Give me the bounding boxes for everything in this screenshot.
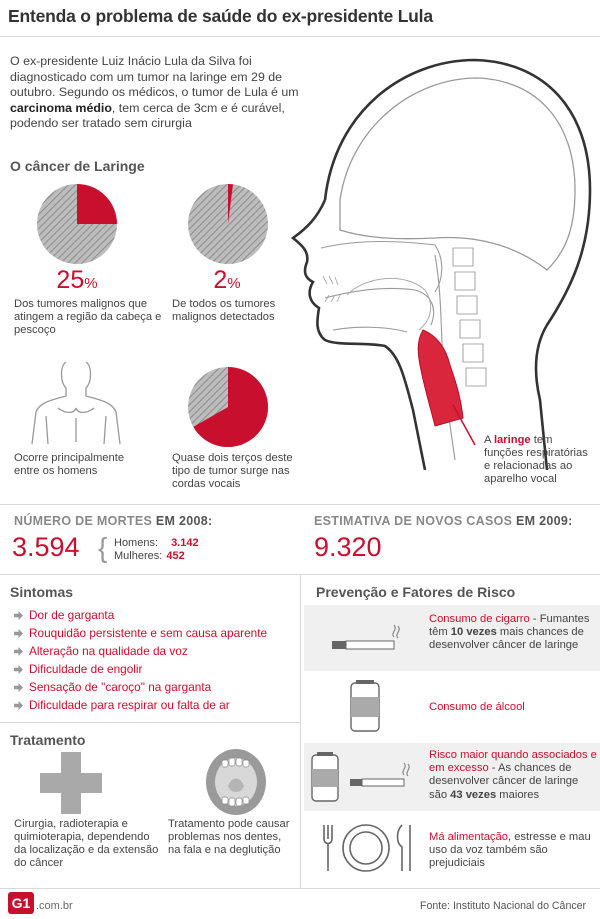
cigarette-icon [332,623,402,653]
larynx-label-rest: tem funções respiratórias e relacionadas ao aparelho vocal [484,434,588,485]
can-and-cigarette-icon [310,749,420,805]
symptom-item [14,662,142,676]
symptom-item [14,608,114,622]
pie-chart-vocal-cords [186,365,270,449]
arrow-right-icon [14,647,23,656]
deaths-breakdown [114,537,199,563]
deaths-total: 3.594 [12,532,80,562]
beer-can-icon [350,679,380,733]
risk-text-combined [429,749,599,802]
estimate-heading-year: EM 2009: [516,514,573,528]
pie-chart-head-neck [35,182,119,266]
medical-cross-icon [40,752,102,814]
risk-row-alcohol [304,673,600,741]
arrow-right-icon [14,683,23,692]
risk-row-diet [304,813,600,881]
open-mouth-icon [200,746,272,818]
risk-cigarette-text-a: - Fumantes têm [429,613,590,639]
pie1-value-slice [77,184,117,224]
vertical-divider [300,574,301,888]
treatment-caption-2: Tratamento pode causar problemas nos dentes, na fala e na deglutição [168,818,290,856]
stat-25-unit: % [84,275,98,292]
larynx-label-keyword: laringe [493,434,531,446]
treatment-divider [0,722,300,723]
male-caption: Ocorre principalmente entre os homens [14,452,125,477]
brace-icon: { [98,532,108,563]
stat-2-unit: % [227,275,241,292]
risk-row-combined [304,743,600,811]
arrow-right-icon [14,665,23,674]
arrow-right-icon [14,629,23,638]
women-label: Mulheres: [114,550,163,562]
g1-logo-text: G1 [11,895,31,911]
risk-cigarette-text-b: mais chances de desenvolver câncer de laringe [429,626,584,652]
stat-2-caption: De todos os tumores malignos detectados [172,298,276,323]
symptom-text: Dificuldade para respirar ou falta de ar [29,698,230,712]
risk-combined-text-a: - As chances de desenvolver câncer de laringe são [429,762,579,801]
risk-text-cigarette [429,613,597,653]
symptom-text: Dificuldade de engolir [29,662,143,676]
stat-25-number: 25 [56,266,85,294]
larynx-label-pre: A [484,434,494,446]
symptom-item [14,680,211,694]
stat-2-value [152,266,302,295]
stat-25-caption: Dos tumores malignos que atingem a região da cabeça e pescoço [14,298,162,336]
title-divider [0,36,600,37]
deaths-heading-text: NÚMERO DE MORTES [14,514,153,528]
risk-row-cigarette [304,605,600,671]
plate-cutlery-icon [318,819,414,875]
risk-alcohol-label: Consumo de álcool [429,701,525,713]
prevention-title: Prevenção e Fatores de Risco [316,584,516,600]
cancer-section-title: O câncer de Laringe [10,158,145,174]
deaths-women-row [114,550,199,563]
symptom-item [14,644,188,658]
symptoms-title: Sintomas [10,584,74,600]
estimate-heading [314,514,573,528]
symptom-item [14,626,267,640]
symptoms-list [14,608,294,718]
symptom-item [14,698,230,712]
treatment-caption-1: Cirurgia, radioterapia e quimioterapia, dependendo da localização e da extensão do câncer [14,818,159,869]
risk-cigarette-label: Consumo de cigarro [429,613,530,625]
symptom-text: Alteração na qualidade da voz [29,644,188,658]
symptom-text: Sensação de "caroço" na garganta [29,680,212,694]
intro-paragraph [10,54,310,132]
deaths-men-row [114,537,199,550]
stats-divider [0,504,600,505]
head-anatomy-illustration [285,40,600,470]
risk-text-alcohol [429,701,525,714]
risk-combined-bold: 43 vezes [450,788,497,801]
footer-domain: .com.br [36,900,73,912]
estimate-heading-text: ESTIMATIVA DE NOVOS CASOS [314,514,513,528]
symptom-text: Dor de garganta [29,608,115,622]
arrow-right-icon [14,611,23,620]
men-label: Homens: [114,537,159,549]
deaths-heading-year: EM 2008: [155,514,213,528]
intro-text-1: O ex-presidente Luiz Inácio Lula da Silva foi diagnosticado com um tumor na laringe em 29 de outubro. Segundo os médicos, o tumor de Lula é um [10,54,299,99]
vocal-cords-caption: Quase dois terços deste tipo de tumor surge nas cordas vocais [172,452,293,490]
stat-25-value [2,266,152,295]
risk-combined-label: Risco maior quando associados e em excesso [429,749,597,775]
footer-source: Fonte: Instituto Nacional do Câncer [420,900,587,912]
page-title: Entenda o problema de saúde do ex-presidente Lula [8,6,433,26]
treatment-title: Tratamento [10,732,86,748]
risk-combined-text-b: maiores [496,788,540,801]
estimate-total: 9.320 [314,532,382,562]
risk-diet-label: Má alimentação [429,831,508,843]
risk-cigarette-bold: 10 vezes [450,626,497,639]
risk-text-diet [429,831,599,871]
stat-2-number: 2 [213,266,228,294]
symptom-text: Rouquidão persistente e sem causa aparente [29,626,268,640]
women-value: 452 [166,550,185,562]
g1-logo-badge [8,892,34,914]
deaths-heading [14,514,213,528]
men-value: 3.142 [171,537,199,549]
arrow-right-icon [14,701,23,710]
male-torso-icon [22,356,132,446]
footer-divider [0,888,600,889]
intro-text-2: , tem cerca de 3cm e é curável, podendo ser tratado sem cirurgia [10,100,285,130]
intro-bold: carcinoma médio [10,100,112,115]
larynx-label [484,434,594,486]
risk-diet-text: , estresse e mau uso da voz também são prejudiciais [429,831,591,870]
pie-chart-all-tumors [186,182,270,266]
